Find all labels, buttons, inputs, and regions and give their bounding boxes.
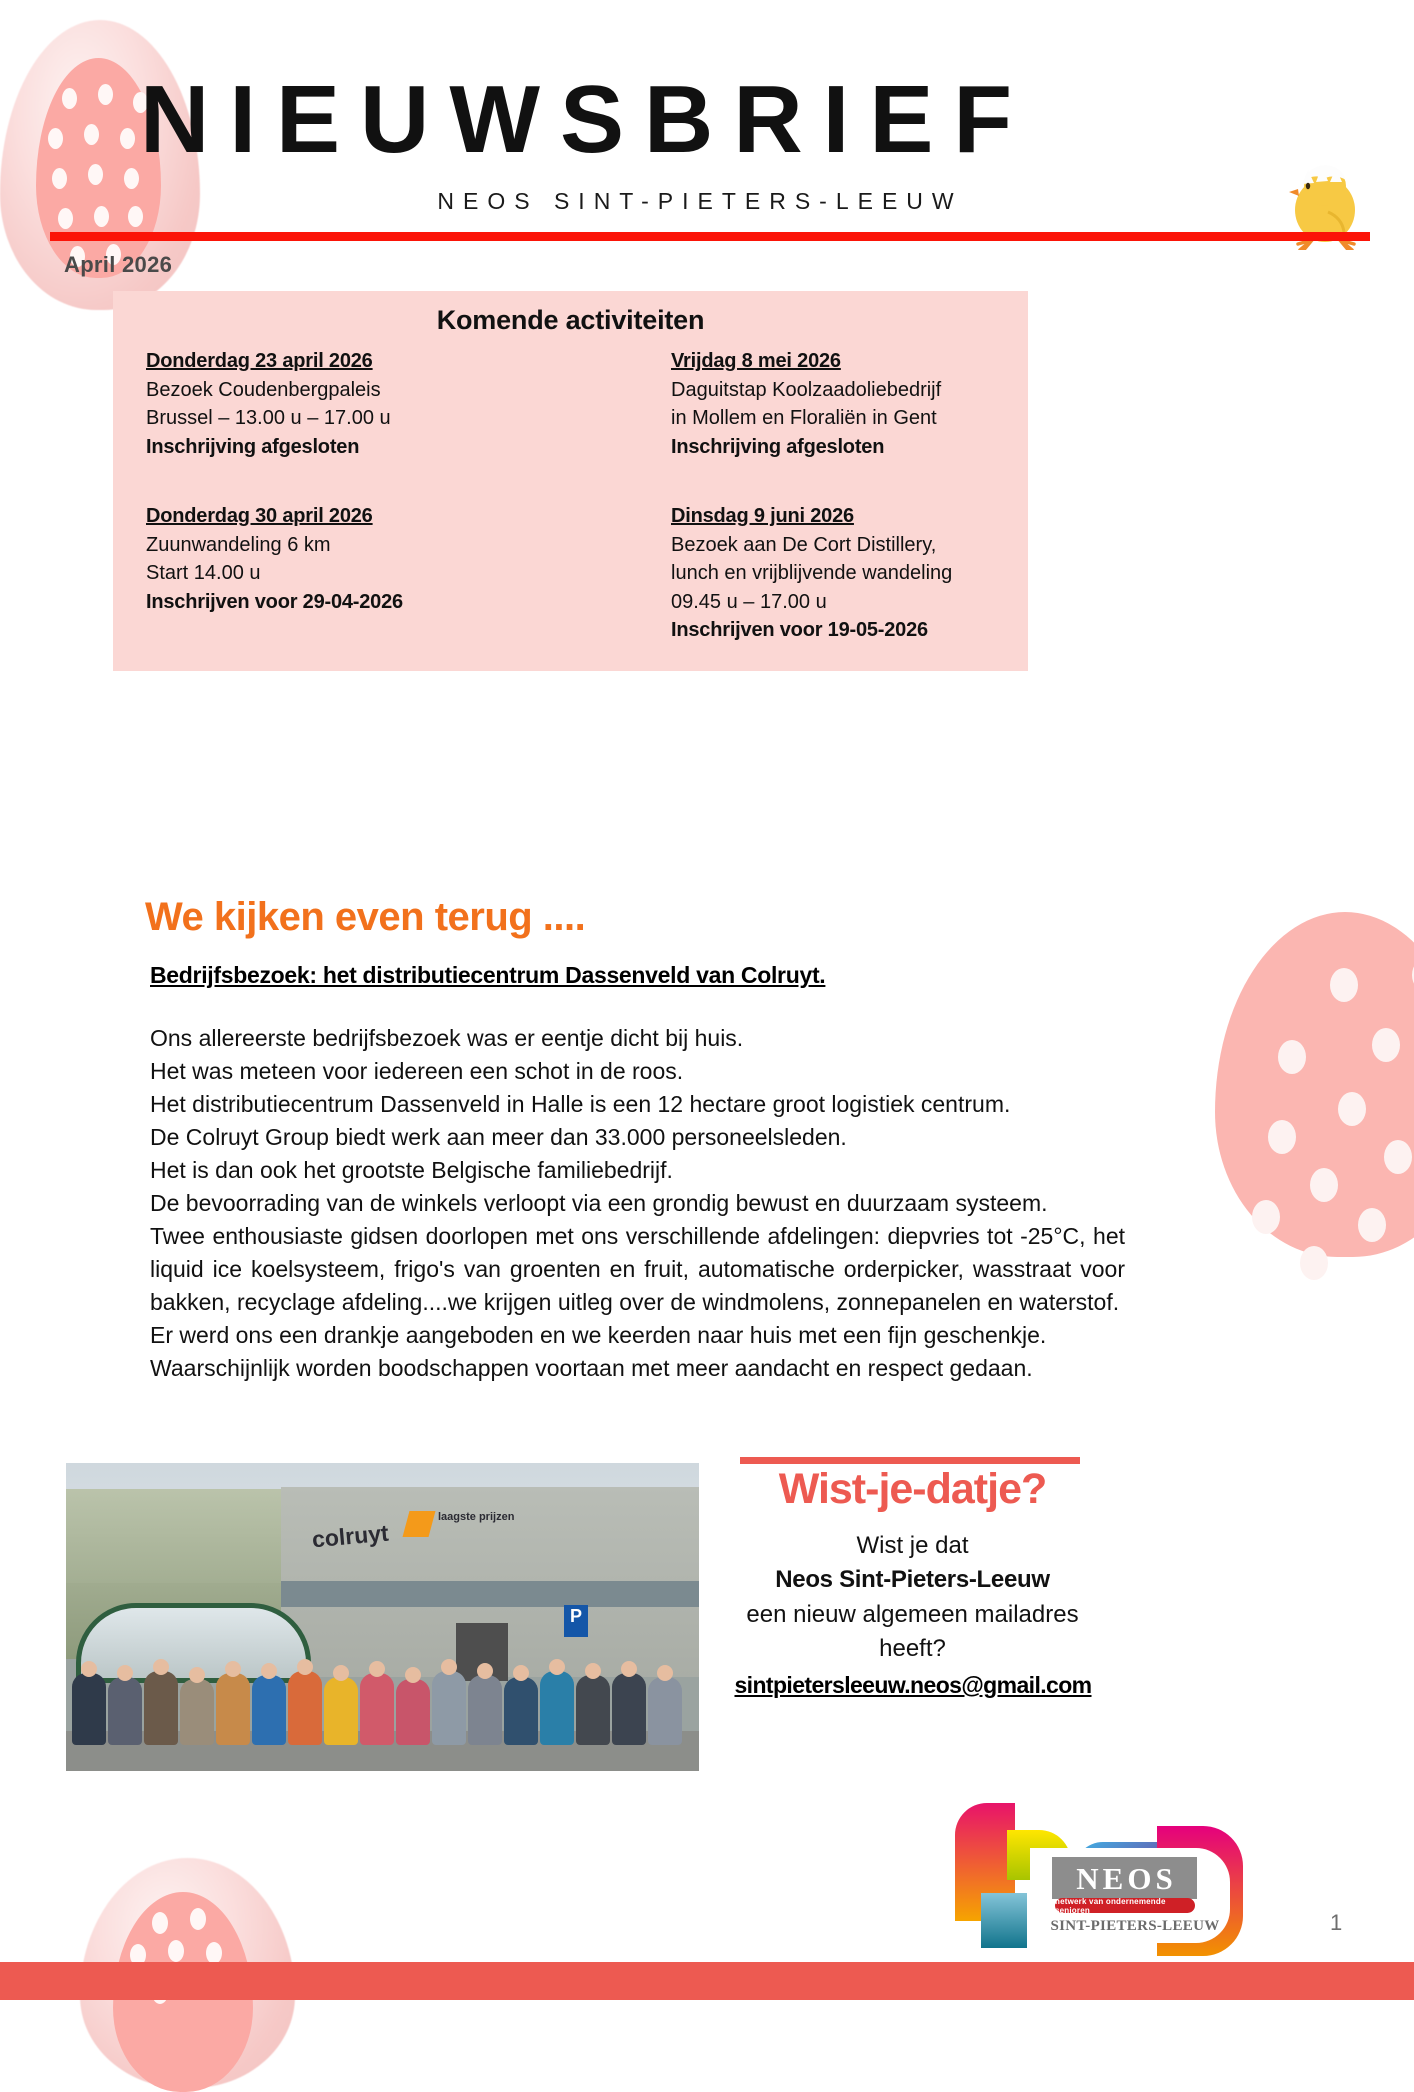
contact-email-link[interactable]: sintpietersleeuw.neos@gmail.com <box>734 1672 1092 1698</box>
activity-date: Vrijdag 8 mei 2026 <box>671 350 841 372</box>
activity-line: Bezoek Coudenbergpaleis <box>146 379 381 401</box>
article-line: Waarschijnlijk worden boodschappen voortaan met meer aandacht en respect gedaan. <box>150 1355 1033 1381</box>
activities-title: Komende activiteiten <box>436 305 705 335</box>
page-number: 1 <box>1330 1910 1343 1935</box>
activity-line: Daguitstap Koolzaadoliebedrijf <box>671 379 942 401</box>
masthead <box>0 0 1414 300</box>
article-line: Het is dan ook het grootste Belgische familiebedrijf. <box>150 1157 673 1183</box>
activity-registration-note: Inschrijving afgesloten <box>146 435 360 458</box>
activity-line: in Mollem en Floraliën in Gent <box>671 407 937 430</box>
activity-date: Donderdag 23 april 2026 <box>146 350 373 372</box>
article-line: De bevoorrading van de winkels verloopt via een grondig bewust en duurzaam systeem. <box>150 1190 1048 1216</box>
article-heading: Bedrijfsbezoek: het distributiecentrum Dassenveld van Colruyt. <box>150 962 826 988</box>
section-title-lookback: We kijken even terug .... <box>145 895 586 939</box>
activities-column-right <box>671 347 1091 675</box>
activity-line: lunch en vrijblijvende wandeling <box>671 562 953 585</box>
neos-letter: N <box>1076 1860 1099 1896</box>
parking-sign-icon <box>564 1605 588 1637</box>
neos-wordmark <box>1052 1857 1197 1899</box>
wist-je-datje-line: heeft? <box>879 1635 946 1662</box>
footer-bar <box>0 1962 1414 2000</box>
article-line: Er werd ons een drankje aangeboden en we keerden naar huis met een fijn geschenkje. <box>150 1322 1047 1348</box>
neos-letter: E <box>1102 1860 1124 1896</box>
upcoming-activities-panel <box>113 291 1028 671</box>
activity-registration-note: Inschrijven voor 29-04-2026 <box>146 590 403 613</box>
article-line: De Colruyt Group biedt werk aan meer dan 33.000 personeelsleden. <box>150 1124 847 1150</box>
activity-line: Start 14.00 u <box>146 562 261 585</box>
page-title: NIEUWSBRIEF <box>140 66 1032 173</box>
wist-je-datje-divider <box>740 1457 1080 1464</box>
neos-logo <box>935 1790 1255 1970</box>
activity-registration-note: Inschrijving afgesloten <box>671 435 885 458</box>
easter-egg-icon-right <box>1215 912 1414 1257</box>
activity-line: Bezoek aan De Cort Distillery, <box>671 533 937 556</box>
activity-line: 09.45 u – 17.00 u <box>671 590 827 613</box>
activity-date: Donderdag 30 april 2026 <box>146 504 373 527</box>
activity-item <box>671 347 1091 462</box>
wist-je-datje-line: Wist je dat <box>856 1532 969 1559</box>
issue-date: April 2026 <box>64 252 173 277</box>
article-line: Ons allereerste bedrijfsbezoek was er eentje dicht bij huis. <box>150 1025 744 1051</box>
activities-column-left <box>146 347 566 647</box>
neos-letter: O <box>1127 1860 1152 1896</box>
article-body <box>150 1022 1125 1385</box>
photo-building-tagline: laagste prijzen <box>438 1511 515 1523</box>
neos-letter: S <box>1155 1860 1173 1896</box>
wist-je-datje-line: een nieuw algemeen mailadres <box>746 1601 1079 1628</box>
neos-tagline: netwerk van ondernemende senioren <box>1055 1898 1195 1913</box>
article-line: Het distributiecentrum Dassenveld in Halle is een 12 hectare groot logistiek centrum. <box>150 1091 1011 1117</box>
activity-registration-note: Inschrijven voor 19-05-2026 <box>671 618 928 641</box>
group-photo <box>66 1463 699 1771</box>
wist-je-datje-title: Wist-je-datje? <box>778 1465 1047 1513</box>
article-line: Het was meteen voor iedereen een schot in de roos. <box>150 1058 684 1084</box>
wist-je-datje-line: Neos Sint-Pieters-Leeuw <box>775 1566 1050 1593</box>
activity-item <box>146 347 566 462</box>
article-line: Twee enthousiaste gidsen doorlopen met ons verschillende afdelingen: diepvries tot -25°C, het liquid ice koelsysteem, frigo's van groenten en fruit, automatische orderpicker, wasstraat voor bakken, recyclage afdeling....we krijgen uitleg over de windmolens, zonnepanelen en waterstof. <box>150 1223 1125 1315</box>
activity-line: Zuunwandeling 6 km <box>146 533 331 556</box>
neos-chapter-name: SINT-PIETERS-LEEUW <box>1050 1918 1220 1934</box>
activity-date: Dinsdag 9 juni 2026 <box>671 504 854 527</box>
activity-item <box>146 502 566 617</box>
header-divider <box>50 232 1370 241</box>
photo-building-sign: colruyt <box>310 1519 390 1553</box>
organization-subtitle: NEOS SINT-PIETERS-LEEUW <box>437 188 963 214</box>
photo-crowd <box>66 1659 699 1745</box>
activity-line: Brussel – 13.00 u – 17.00 u <box>146 407 391 430</box>
activity-item <box>671 502 1091 645</box>
